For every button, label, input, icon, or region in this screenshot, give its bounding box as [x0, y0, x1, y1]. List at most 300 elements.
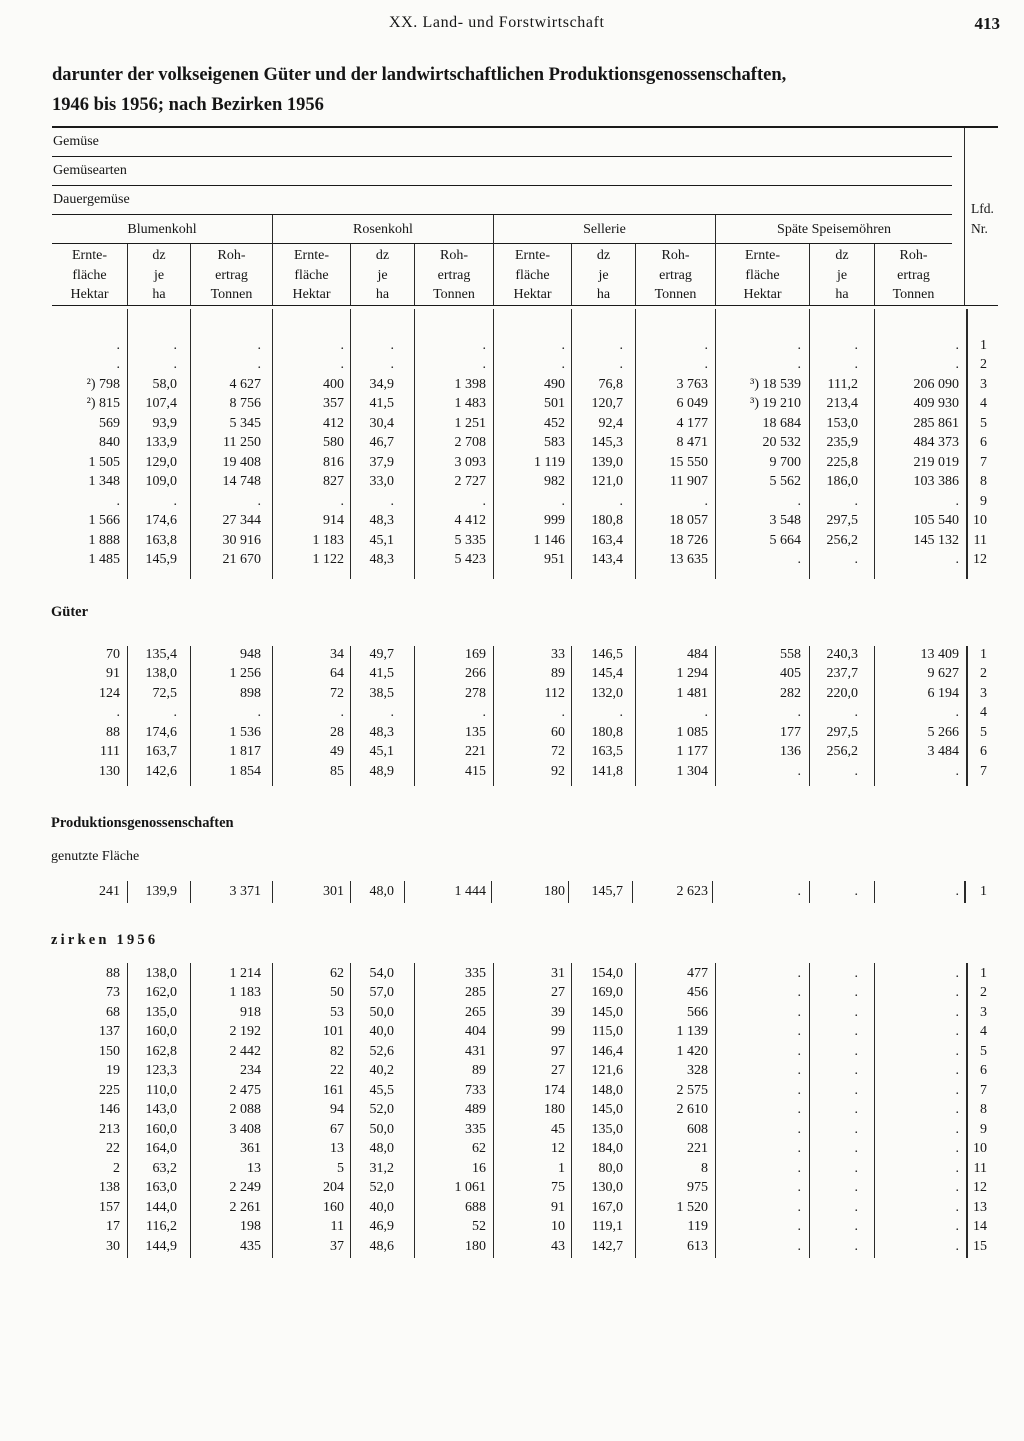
table-cell: 3 371	[229, 883, 261, 899]
table-cell: 48,0	[369, 1141, 394, 1157]
table-cell: 2 261	[229, 1199, 261, 1215]
table-cell: 221	[687, 1141, 708, 1157]
table-cell: 33,0	[369, 474, 394, 490]
header-rule-3	[52, 214, 952, 215]
table-cell: 75	[551, 1180, 565, 1196]
table-cell: .	[797, 985, 801, 1001]
table-cell: 119,1	[592, 1219, 623, 1235]
table-row	[0, 1140, 989, 1160]
table-cell: .	[955, 493, 959, 509]
table-cell: 1 444	[454, 883, 486, 899]
table-cell: .	[955, 965, 959, 981]
table-cell: 206 090	[913, 376, 959, 392]
table-cell: 558	[780, 646, 801, 662]
table-row	[0, 665, 989, 685]
table-cell: 235,9	[826, 435, 858, 451]
table-cell: 827	[323, 474, 344, 490]
table-cell: .	[854, 493, 858, 509]
table-cell: 237,7	[826, 666, 858, 682]
table-cell: 580	[323, 435, 344, 451]
table-cell: 285 861	[913, 415, 959, 431]
table-cell: 1 348	[88, 474, 120, 490]
table-cell: .	[116, 337, 120, 353]
table-cell: 37,9	[369, 454, 394, 470]
table-cell: 335	[465, 965, 486, 981]
table-cell: .	[797, 357, 801, 373]
table-cell: 452	[544, 415, 565, 431]
table-cell: 213	[99, 1121, 120, 1137]
table-cell: 19 408	[222, 454, 261, 470]
table-cell: 82	[330, 1043, 344, 1059]
table-cell: .	[257, 357, 261, 373]
table-row	[0, 1023, 989, 1043]
table-cell: 138,0	[145, 666, 177, 682]
table-cell: 17	[106, 1219, 120, 1235]
row-number-cell: 8	[980, 474, 987, 490]
subhead-flaeche: Ernte- fläche Hektar	[292, 248, 331, 302]
row-number-cell: 8	[980, 1102, 987, 1118]
table-cell: 11	[330, 1219, 344, 1235]
nr-label: Nr.	[971, 221, 988, 236]
table-cell: 328	[687, 1063, 708, 1079]
table-row	[0, 964, 989, 984]
table-row	[0, 762, 989, 782]
table-cell: 60	[551, 724, 565, 740]
table-cell: .	[257, 337, 261, 353]
table-cell: 160,0	[145, 1121, 177, 1137]
table-cell: 1 177	[676, 744, 708, 760]
table-cell: 566	[687, 1004, 708, 1020]
table-cell: .	[955, 1082, 959, 1098]
header-vline	[635, 244, 636, 305]
table-cell: 19	[106, 1063, 120, 1079]
table-cell: 975	[687, 1180, 708, 1196]
row-number-cell: 6	[980, 435, 987, 451]
table-cell: 1 139	[676, 1024, 708, 1040]
table-cell: 169,0	[591, 985, 623, 1001]
header-level-3: Dauergemüse	[53, 192, 130, 207]
table-cell: 39	[551, 1004, 565, 1020]
table-cell: 13 635	[669, 552, 708, 568]
table-cell: 91	[106, 666, 120, 682]
table-cell: ²) 815	[86, 396, 120, 412]
table-cell: .	[955, 1180, 959, 1196]
table-cell: 256,2	[826, 744, 858, 760]
table-cell: 1 520	[676, 1199, 708, 1215]
table-cell: 999	[544, 513, 565, 529]
table-cell: 184,0	[591, 1141, 623, 1157]
table-cell: .	[955, 552, 959, 568]
table-cell: 1 505	[88, 454, 120, 470]
row-number-cell: 2	[980, 985, 987, 1001]
table-cell: .	[482, 357, 486, 373]
table-row	[0, 704, 989, 724]
data-block-lpg	[0, 882, 989, 902]
table-cell: 9 700	[769, 454, 801, 470]
group-sellerie: Sellerie	[583, 222, 626, 237]
table-cell: 169	[465, 646, 486, 662]
title-line-1: darunter der volkseigenen Güter und der landwirtschaftlichen Produktionsgenossenschaften,	[52, 65, 787, 85]
table-cell: 72,5	[152, 685, 177, 701]
table-cell: .	[797, 1102, 801, 1118]
header-rule-1	[52, 156, 952, 157]
table-cell: 10	[551, 1219, 565, 1235]
table-row	[0, 1198, 989, 1218]
row-number-cell: 9	[980, 1121, 987, 1137]
table-cell: 163,0	[145, 1180, 177, 1196]
table-cell: .	[704, 337, 708, 353]
table-cell: 1 119	[534, 454, 565, 470]
table-cell: .	[704, 705, 708, 721]
table-cell: 50,0	[369, 1004, 394, 1020]
table-cell: 164,0	[145, 1141, 177, 1157]
table-cell: 45,5	[369, 1082, 394, 1098]
table-cell: 3 484	[927, 744, 959, 760]
table-cell: 1 294	[676, 666, 708, 682]
table-cell: .	[797, 1024, 801, 1040]
table-row	[0, 1159, 989, 1179]
table-cell: 31	[551, 965, 565, 981]
table-cell: 124	[99, 685, 120, 701]
table-row	[0, 1237, 989, 1257]
table-cell: 256,2	[826, 532, 858, 548]
table-cell: .	[854, 1024, 858, 1040]
table-cell: 583	[544, 435, 565, 451]
table-cell: .	[854, 883, 858, 899]
table-cell: 153,0	[826, 415, 858, 431]
table-cell: .	[390, 705, 394, 721]
subhead-dz: dz je ha	[835, 248, 849, 302]
table-cell: .	[955, 705, 959, 721]
table-cell: 89	[551, 666, 565, 682]
table-cell: 22	[106, 1141, 120, 1157]
table-cell: 162,0	[145, 985, 177, 1001]
table-cell: 157	[99, 1199, 120, 1215]
table-cell: .	[173, 337, 177, 353]
group-rosenkohl: Rosenkohl	[353, 222, 413, 237]
table-row	[0, 1101, 989, 1121]
table-cell: 141,8	[591, 763, 623, 779]
table-cell: .	[955, 1160, 959, 1176]
table-cell: .	[854, 985, 858, 1001]
data-block-bezirke	[0, 964, 989, 1257]
table-cell: 490	[544, 376, 565, 392]
table-cell: 1 304	[676, 763, 708, 779]
table-cell: 146,5	[591, 646, 623, 662]
table-row	[0, 1062, 989, 1082]
table-row	[0, 414, 989, 434]
table-cell: 48,6	[369, 1238, 394, 1254]
table-cell: 37	[330, 1238, 344, 1254]
table-cell: 186,0	[826, 474, 858, 490]
table-cell: 2 727	[454, 474, 486, 490]
table-cell: 16	[472, 1160, 486, 1176]
table-cell: 301	[323, 883, 344, 899]
table-cell: 914	[323, 513, 344, 529]
header-vline	[350, 244, 351, 305]
section-lpg-subtitle: genutzte Fläche	[51, 849, 140, 864]
table-cell: .	[854, 1199, 858, 1215]
table-cell: 11 250	[223, 435, 261, 451]
table-title	[52, 60, 786, 120]
table-row	[0, 375, 989, 395]
table-cell: 1	[558, 1160, 565, 1176]
table-cell: .	[561, 357, 565, 373]
table-cell: 2 442	[229, 1043, 261, 1059]
table-cell: .	[619, 337, 623, 353]
table-cell: .	[854, 965, 858, 981]
table-cell: .	[619, 493, 623, 509]
table-cell: .	[955, 763, 959, 779]
row-number-cell: 12	[973, 1180, 987, 1196]
table-cell: ³) 19 210	[750, 396, 801, 412]
table-cell: 27	[551, 985, 565, 1001]
table-cell: 278	[465, 685, 486, 701]
table-cell: .	[854, 1238, 858, 1254]
table-cell: 52,0	[369, 1180, 394, 1196]
table-cell: 136	[780, 744, 801, 760]
table-cell: .	[854, 552, 858, 568]
table-cell: 13 409	[920, 646, 959, 662]
table-cell: 46,7	[369, 435, 394, 451]
table-cell: .	[854, 1004, 858, 1020]
table-cell: 111	[100, 744, 120, 760]
table-cell: 22	[330, 1063, 344, 1079]
table-cell: 40,0	[369, 1199, 394, 1215]
table-cell: 119	[687, 1219, 708, 1235]
table-row	[0, 453, 989, 473]
header-vline	[414, 244, 415, 305]
table-cell: 501	[544, 396, 565, 412]
table-cell: 1 251	[454, 415, 486, 431]
row-number-cell: 4	[980, 1024, 987, 1040]
table-cell: 14 748	[222, 474, 261, 490]
table-cell: 415	[465, 763, 486, 779]
table-cell: 130	[99, 763, 120, 779]
row-number-cell: 14	[973, 1219, 987, 1235]
table-cell: 52,6	[369, 1043, 394, 1059]
table-cell: .	[797, 1180, 801, 1196]
table-cell: .	[797, 1082, 801, 1098]
table-cell: .	[482, 337, 486, 353]
header-vline	[715, 215, 716, 305]
table-cell: 163,8	[145, 532, 177, 548]
section-lpg: Produktionsgenossenschaften	[51, 815, 234, 831]
table-cell: 5 562	[769, 474, 801, 490]
subhead-ertrag: Roh- ertrag Tonnen	[210, 248, 253, 302]
section-bezirke: zirken 1956	[51, 932, 159, 948]
table-cell: 1 566	[88, 513, 120, 529]
table-cell: .	[955, 985, 959, 1001]
table-cell: 45,1	[369, 532, 394, 548]
table-cell: 8	[701, 1160, 708, 1176]
table-cell: 2 575	[676, 1082, 708, 1098]
row-number-cell: 15	[973, 1238, 987, 1254]
data-block-gueter	[0, 645, 989, 782]
table-cell: .	[955, 1121, 959, 1137]
table-cell: .	[257, 705, 261, 721]
subhead-flaeche: Ernte- fläche Hektar	[743, 248, 782, 302]
row-number-cell: 13	[973, 1199, 987, 1215]
table-cell: 129,0	[145, 454, 177, 470]
row-number-cell: 6	[980, 744, 987, 760]
table-cell: 88	[106, 965, 120, 981]
header-vline	[190, 244, 191, 305]
header-vline-lfd	[964, 128, 965, 305]
table-row	[0, 1218, 989, 1238]
table-cell: 54,0	[369, 965, 394, 981]
row-number-cell: 10	[973, 1141, 987, 1157]
table-cell: 27	[551, 1063, 565, 1079]
table-cell: 144,9	[145, 1238, 177, 1254]
table-cell: .	[173, 357, 177, 373]
table-cell: 133,9	[145, 435, 177, 451]
table-cell: 11 907	[670, 474, 708, 490]
table-cell: 64	[330, 666, 344, 682]
table-cell: 282	[780, 685, 801, 701]
header-bottom-rule	[52, 305, 998, 306]
table-cell: 94	[330, 1102, 344, 1118]
table-row	[0, 984, 989, 1004]
table-cell: 982	[544, 474, 565, 490]
table-cell: 221	[465, 744, 486, 760]
table-cell: 1 483	[454, 396, 486, 412]
table-cell: 137	[99, 1024, 120, 1040]
table-cell: .	[797, 965, 801, 981]
table-cell: 143,4	[591, 552, 623, 568]
table-cell: .	[797, 1004, 801, 1020]
table-cell: 150	[99, 1043, 120, 1059]
subhead-ertrag: Roh- ertrag Tonnen	[654, 248, 697, 302]
table-row	[0, 492, 989, 512]
table-cell: .	[854, 1063, 858, 1079]
table-cell: 72	[551, 744, 565, 760]
table-row	[0, 356, 989, 376]
table-cell: 213,4	[826, 396, 858, 412]
table-cell: 174	[544, 1082, 565, 1098]
table-cell: .	[797, 883, 801, 899]
table-cell: 198	[240, 1219, 261, 1235]
table-cell: .	[854, 1082, 858, 1098]
subhead-ertrag: Roh- ertrag Tonnen	[433, 248, 475, 302]
table-cell: 569	[99, 415, 120, 431]
title-line-2: 1946 bis 1956; nach Bezirken 1956	[52, 95, 324, 115]
table-cell: 2 192	[229, 1024, 261, 1040]
table-cell: 135,4	[145, 646, 177, 662]
table-row	[0, 473, 989, 493]
table-cell: 97	[551, 1043, 565, 1059]
table-cell: .	[340, 337, 344, 353]
table-cell: 266	[465, 666, 486, 682]
table-cell: 918	[240, 1004, 261, 1020]
row-number-cell: 12	[973, 552, 987, 568]
table-cell: 121,0	[591, 474, 623, 490]
table-cell: .	[854, 763, 858, 779]
table-cell: 361	[240, 1141, 261, 1157]
table-cell: 3 093	[454, 454, 486, 470]
lfd-nr-header	[971, 199, 994, 239]
table-cell: 139,9	[145, 883, 177, 899]
table-cell: 1 085	[676, 724, 708, 740]
table-cell: 167,0	[591, 1199, 623, 1215]
table-cell: .	[482, 493, 486, 509]
table-cell: 688	[465, 1199, 486, 1215]
table-cell: .	[173, 705, 177, 721]
table-cell: 76,8	[598, 376, 623, 392]
table-cell: .	[854, 337, 858, 353]
table-cell: 1 817	[229, 744, 261, 760]
table-cell: .	[561, 493, 565, 509]
table-cell: 146,4	[591, 1043, 623, 1059]
table-cell: 18 057	[669, 513, 708, 529]
subhead-ertrag: Roh- ertrag Tonnen	[892, 248, 935, 302]
table-cell: 49	[330, 744, 344, 760]
table-cell: 409 930	[913, 396, 959, 412]
table-cell: .	[116, 493, 120, 509]
table-row	[0, 1081, 989, 1101]
header-vline	[809, 244, 810, 305]
row-number-cell: 5	[980, 415, 987, 431]
table-cell: .	[955, 1141, 959, 1157]
table-cell: .	[854, 705, 858, 721]
subhead-flaeche: Ernte- fläche Hektar	[513, 248, 552, 302]
header-rule-4	[52, 243, 952, 244]
table-cell: 13	[330, 1141, 344, 1157]
table-cell: .	[561, 705, 565, 721]
table-cell: .	[854, 1160, 858, 1176]
table-cell: 240,3	[826, 646, 858, 662]
table-cell: 180,8	[591, 724, 623, 740]
table-cell: .	[955, 1004, 959, 1020]
header-vline	[571, 244, 572, 305]
header-vline	[874, 244, 875, 305]
table-cell: .	[116, 357, 120, 373]
table-cell: 80,0	[598, 1160, 623, 1176]
row-number-cell: 5	[980, 1043, 987, 1059]
table-cell: 2 475	[229, 1082, 261, 1098]
table-cell: .	[955, 1063, 959, 1079]
table-cell: 28	[330, 724, 344, 740]
table-cell: 99	[551, 1024, 565, 1040]
table-cell: 53	[330, 1004, 344, 1020]
table-row	[0, 512, 989, 532]
table-cell: 18 684	[762, 415, 801, 431]
table-cell: 180,8	[591, 513, 623, 529]
table-cell: 101	[323, 1024, 344, 1040]
table-cell: .	[482, 705, 486, 721]
table-cell: .	[854, 1102, 858, 1118]
table-cell: 180	[465, 1238, 486, 1254]
table-cell: 297,5	[826, 513, 858, 529]
table-cell: 204	[323, 1180, 344, 1196]
table-cell: 163,4	[591, 532, 623, 548]
table-cell: .	[955, 1199, 959, 1215]
table-row	[0, 723, 989, 743]
table-cell: 404	[465, 1024, 486, 1040]
table-cell: 297,5	[826, 724, 858, 740]
table-cell: 18 726	[669, 532, 708, 548]
row-number-cell: 5	[980, 724, 987, 740]
table-cell: 85	[330, 763, 344, 779]
subhead-flaeche: Ernte- fläche Hektar	[70, 248, 109, 302]
top-rule	[52, 126, 998, 128]
table-cell: 241	[99, 883, 120, 899]
table-cell: 34,9	[369, 376, 394, 392]
table-cell: 30	[106, 1238, 120, 1254]
group-speisemoehren: Späte Speisemöhren	[777, 222, 891, 237]
table-row	[0, 395, 989, 415]
table-cell: 62	[472, 1141, 486, 1157]
